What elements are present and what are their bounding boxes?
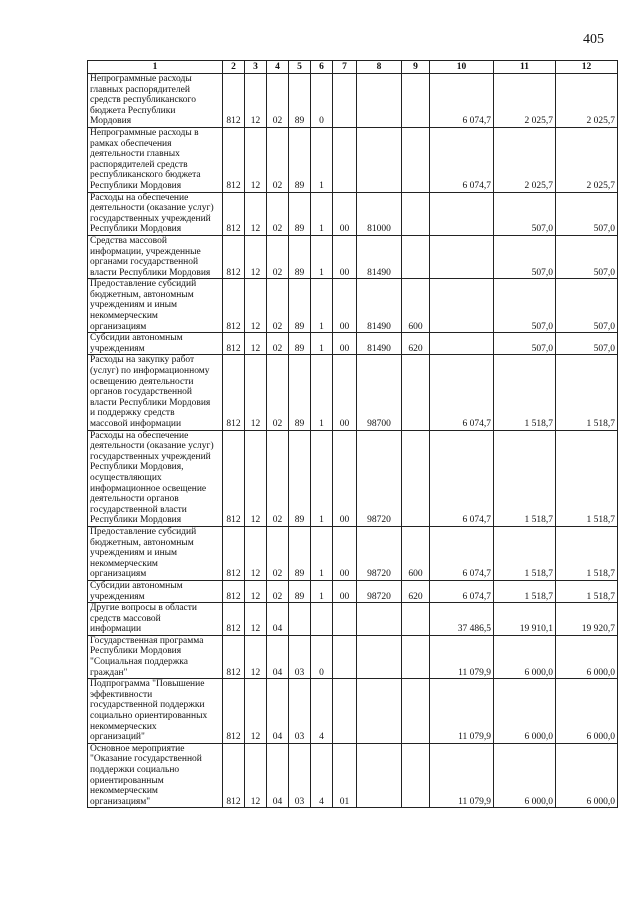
row-description — [88, 279, 223, 333]
amount-year3-cell: 6 000,0 — [556, 679, 618, 744]
subsection-code-cell: 02 — [267, 127, 289, 192]
section-code-cell: 12 — [245, 430, 267, 526]
event-code-cell: 00 — [333, 580, 357, 602]
program-code-cell: 89 — [289, 580, 311, 602]
expense-type-code-cell — [402, 635, 430, 678]
description-line: Предоставление субсидий — [90, 279, 197, 290]
subprogram-code-cell: 4 — [311, 743, 333, 808]
chapter-code-cell: 812 — [223, 743, 245, 808]
description-line: организациям — [90, 321, 147, 332]
direction-code-cell — [357, 635, 402, 678]
description-line: Республики Мордовия — [90, 224, 182, 235]
section-code-cell: 12 — [245, 355, 267, 430]
chapter-code-cell: 812 — [223, 235, 245, 278]
expense-type-code-cell — [402, 235, 430, 278]
description-line: средств массовой — [90, 613, 161, 624]
description-line: Субсидии автономным — [90, 333, 183, 344]
amount-year3-cell: 1 518,7 — [556, 580, 618, 602]
row-description — [88, 526, 223, 580]
amount-year1-cell: 11 079,9 — [430, 635, 494, 678]
direction-code-cell — [357, 127, 402, 192]
section-code-cell: 12 — [245, 74, 267, 128]
amount-year3-cell: 2 025,7 — [556, 74, 618, 128]
subsection-code-cell: 04 — [267, 679, 289, 744]
description-line: эффективности — [90, 689, 153, 700]
description-line: органами государственной — [90, 257, 199, 268]
budget-table — [87, 60, 618, 808]
table-row — [88, 279, 618, 333]
direction-code-cell: 81000 — [357, 192, 402, 235]
table-header-row — [88, 61, 618, 74]
program-code-cell: 89 — [289, 74, 311, 128]
program-code-cell: 89 — [289, 430, 311, 526]
amount-year3-cell: 2 025,7 — [556, 127, 618, 192]
description-line: организациям — [90, 569, 147, 580]
description-line: учреждениям и иным — [90, 548, 178, 559]
section-code-cell: 12 — [245, 279, 267, 333]
description-line: главных распорядителей — [90, 84, 190, 95]
subprogram-code-cell: 0 — [311, 74, 333, 128]
expense-type-code-cell — [402, 743, 430, 808]
amount-year2-cell: 507,0 — [494, 333, 556, 355]
description-line: граждан" — [90, 667, 128, 678]
subprogram-code-cell: 1 — [311, 430, 333, 526]
amount-year1-cell — [430, 333, 494, 355]
subprogram-code-cell: 4 — [311, 679, 333, 744]
description-line: государственной власти — [90, 504, 187, 515]
column-header: 9 — [402, 61, 430, 74]
amount-year2-cell: 507,0 — [494, 235, 556, 278]
amount-year3-cell: 507,0 — [556, 192, 618, 235]
subsection-code-cell: 02 — [267, 74, 289, 128]
expense-type-code-cell: 620 — [402, 580, 430, 602]
description-line: учреждениям и иным — [90, 300, 178, 311]
amount-year1-cell: 6 074,7 — [430, 580, 494, 602]
program-code-cell: 89 — [289, 355, 311, 430]
amount-year2-cell: 1 518,7 — [494, 580, 556, 602]
column-header: 3 — [245, 61, 267, 74]
description-line: информационное освещение — [90, 483, 207, 494]
program-code-cell: 89 — [289, 526, 311, 580]
event-code-cell: 01 — [333, 743, 357, 808]
description-line: государственных учреждений — [90, 451, 211, 462]
subprogram-code-cell: 1 — [311, 333, 333, 355]
table-row — [88, 603, 618, 636]
direction-code-cell: 98700 — [357, 355, 402, 430]
section-code-cell: 12 — [245, 333, 267, 355]
description-line: республиканского бюджета — [90, 170, 201, 181]
expense-type-code-cell — [402, 192, 430, 235]
description-line: государственной поддержки — [90, 700, 205, 711]
description-line: Расходы на закупку работ — [90, 355, 195, 366]
amount-year3-cell: 507,0 — [556, 279, 618, 333]
chapter-code-cell: 812 — [223, 192, 245, 235]
section-code-cell: 12 — [245, 526, 267, 580]
direction-code-cell: 98720 — [357, 580, 402, 602]
description-line: Республики Мордовия — [90, 180, 182, 191]
table-row — [88, 333, 618, 355]
amount-year2-cell: 507,0 — [494, 279, 556, 333]
program-code-cell — [289, 603, 311, 636]
amount-year1-cell — [430, 192, 494, 235]
row-description — [88, 635, 223, 678]
event-code-cell: 00 — [333, 355, 357, 430]
expense-type-code-cell — [402, 355, 430, 430]
subprogram-code-cell: 1 — [311, 192, 333, 235]
subsection-code-cell: 02 — [267, 279, 289, 333]
table-row — [88, 192, 618, 235]
program-code-cell: 89 — [289, 279, 311, 333]
table-row — [88, 235, 618, 278]
section-code-cell: 12 — [245, 603, 267, 636]
direction-code-cell: 81490 — [357, 279, 402, 333]
description-line: "Социальная поддержка — [90, 657, 188, 668]
description-line: Субсидии автономным — [90, 580, 183, 591]
amount-year1-cell: 11 079,9 — [430, 743, 494, 808]
row-description — [88, 192, 223, 235]
amount-year1-cell: 6 074,7 — [430, 74, 494, 128]
subsection-code-cell: 02 — [267, 430, 289, 526]
amount-year1-cell: 6 074,7 — [430, 430, 494, 526]
subprogram-code-cell: 1 — [311, 127, 333, 192]
description-line: осуществляющих — [90, 472, 162, 483]
table-row — [88, 74, 618, 128]
event-code-cell: 00 — [333, 526, 357, 580]
table-row — [88, 127, 618, 192]
amount-year3-cell: 507,0 — [556, 235, 618, 278]
chapter-code-cell: 812 — [223, 603, 245, 636]
description-line: распорядителей средств — [90, 159, 188, 170]
section-code-cell: 12 — [245, 743, 267, 808]
chapter-code-cell: 812 — [223, 355, 245, 430]
amount-year3-cell: 1 518,7 — [556, 526, 618, 580]
chapter-code-cell: 812 — [223, 430, 245, 526]
row-description — [88, 74, 223, 128]
row-description — [88, 333, 223, 355]
description-line: Средства массовой — [90, 235, 167, 246]
expense-type-code-cell: 620 — [402, 333, 430, 355]
subsection-code-cell: 02 — [267, 355, 289, 430]
description-line: некоммерческим — [90, 558, 158, 569]
chapter-code-cell: 812 — [223, 580, 245, 602]
subsection-code-cell: 04 — [267, 635, 289, 678]
amount-year2-cell: 507,0 — [494, 192, 556, 235]
description-line: власти Республики Мордовия — [90, 397, 211, 408]
amount-year1-cell: 6 074,7 — [430, 526, 494, 580]
amount-year2-cell: 2 025,7 — [494, 74, 556, 128]
subprogram-code-cell: 0 — [311, 635, 333, 678]
program-code-cell: 03 — [289, 743, 311, 808]
description-line: Расходы на обеспечение — [90, 430, 189, 441]
expense-type-code-cell: 600 — [402, 526, 430, 580]
subsection-code-cell: 02 — [267, 526, 289, 580]
direction-code-cell: 81490 — [357, 235, 402, 278]
description-line: учреждениям — [90, 343, 145, 354]
amount-year2-cell: 2 025,7 — [494, 127, 556, 192]
description-line: Другие вопросы в области — [90, 603, 198, 614]
description-line: деятельности главных — [90, 149, 180, 160]
amount-year3-cell: 1 518,7 — [556, 430, 618, 526]
table-row — [88, 430, 618, 526]
column-header: 2 — [223, 61, 245, 74]
expense-type-code-cell — [402, 603, 430, 636]
chapter-code-cell: 812 — [223, 679, 245, 744]
direction-code-cell — [357, 74, 402, 128]
event-code-cell — [333, 603, 357, 636]
table-row — [88, 526, 618, 580]
description-line: (услуг) по информационному — [90, 366, 210, 377]
description-line: и поддержку средств — [90, 408, 175, 419]
column-header: 4 — [267, 61, 289, 74]
direction-code-cell: 98720 — [357, 526, 402, 580]
program-code-cell: 89 — [289, 333, 311, 355]
description-line: бюджета Республики — [90, 105, 176, 116]
table-row — [88, 355, 618, 430]
description-line: деятельности (оказание услуг) — [90, 441, 214, 452]
section-code-cell: 12 — [245, 127, 267, 192]
amount-year2-cell: 6 000,0 — [494, 635, 556, 678]
column-header: 10 — [430, 61, 494, 74]
row-description — [88, 355, 223, 430]
amount-year2-cell: 19 910,1 — [494, 603, 556, 636]
subprogram-code-cell: 1 — [311, 279, 333, 333]
section-code-cell: 12 — [245, 635, 267, 678]
description-line: некоммерческим — [90, 311, 158, 322]
description-line: информации — [90, 624, 142, 635]
description-line: учреждениям — [90, 591, 145, 602]
description-line: Государственная программа — [90, 635, 204, 646]
subsection-code-cell: 04 — [267, 603, 289, 636]
subprogram-code-cell: 1 — [311, 355, 333, 430]
amount-year3-cell: 507,0 — [556, 333, 618, 355]
direction-code-cell — [357, 679, 402, 744]
description-line: рамках обеспечения — [90, 138, 172, 149]
amount-year2-cell: 1 518,7 — [494, 430, 556, 526]
row-description — [88, 603, 223, 636]
subsection-code-cell: 04 — [267, 743, 289, 808]
column-header: 1 — [88, 61, 223, 74]
column-header: 12 — [556, 61, 618, 74]
event-code-cell: 00 — [333, 430, 357, 526]
program-code-cell: 89 — [289, 192, 311, 235]
description-line: органов государственной — [90, 387, 193, 398]
description-line: массовой информации — [90, 419, 182, 429]
table-row — [88, 635, 618, 678]
expense-type-code-cell — [402, 430, 430, 526]
column-header: 8 — [357, 61, 402, 74]
amount-year1-cell: 6 074,7 — [430, 355, 494, 430]
description-line: информации, учрежденные — [90, 246, 201, 257]
description-line: Непрограммные расходы в — [90, 127, 199, 138]
description-line: Расходы на обеспечение — [90, 192, 189, 203]
description-line: Мордовия — [90, 116, 132, 127]
row-description — [88, 127, 223, 192]
program-code-cell: 89 — [289, 235, 311, 278]
table-row — [88, 679, 618, 744]
event-code-cell: 00 — [333, 279, 357, 333]
amount-year2-cell: 1 518,7 — [494, 355, 556, 430]
program-code-cell: 03 — [289, 635, 311, 678]
amount-year1-cell — [430, 235, 494, 278]
subsection-code-cell: 02 — [267, 333, 289, 355]
description-line: средств республиканского — [90, 95, 196, 106]
expense-type-code-cell — [402, 679, 430, 744]
expense-type-code-cell — [402, 74, 430, 128]
event-code-cell: 00 — [333, 192, 357, 235]
chapter-code-cell: 812 — [223, 74, 245, 128]
direction-code-cell: 98720 — [357, 430, 402, 526]
description-line: организаций" — [90, 732, 145, 743]
chapter-code-cell: 812 — [223, 127, 245, 192]
section-code-cell: 12 — [245, 235, 267, 278]
description-line: Республики Мордовия — [90, 515, 182, 526]
expense-type-code-cell — [402, 127, 430, 192]
direction-code-cell — [357, 743, 402, 808]
section-code-cell: 12 — [245, 192, 267, 235]
description-line: "Оказание государственной — [90, 754, 202, 765]
event-code-cell: 00 — [333, 235, 357, 278]
table-row — [88, 743, 618, 808]
subprogram-code-cell: 1 — [311, 526, 333, 580]
description-line: ориентированным — [90, 775, 164, 786]
description-line: деятельности (оказание услуг) — [90, 203, 214, 214]
description-line: поддержки социально — [90, 765, 180, 775]
amount-year3-cell: 19 920,7 — [556, 603, 618, 636]
description-line: власти Республики Мордовия — [90, 267, 211, 278]
subsection-code-cell: 02 — [267, 192, 289, 235]
description-line: некоммерческих — [90, 721, 157, 732]
row-description — [88, 580, 223, 602]
row-description — [88, 743, 223, 808]
description-line: некоммерческим — [90, 786, 158, 797]
amount-year1-cell — [430, 279, 494, 333]
description-line: социально ориентированных — [90, 711, 208, 722]
subprogram-code-cell: 1 — [311, 235, 333, 278]
column-header: 7 — [333, 61, 357, 74]
description-line: организациям" — [90, 796, 151, 807]
page-number: 405 — [583, 32, 604, 47]
amount-year1-cell: 37 486,5 — [430, 603, 494, 636]
program-code-cell: 03 — [289, 679, 311, 744]
chapter-code-cell: 812 — [223, 279, 245, 333]
description-line: деятельности органов — [90, 494, 179, 505]
description-line: Подпрограмма "Повышение — [90, 679, 205, 690]
expense-type-code-cell: 600 — [402, 279, 430, 333]
section-code-cell: 12 — [245, 679, 267, 744]
amount-year2-cell: 1 518,7 — [494, 526, 556, 580]
event-code-cell — [333, 679, 357, 744]
amount-year2-cell: 6 000,0 — [494, 679, 556, 744]
description-line: освещению деятельности — [90, 376, 194, 387]
program-code-cell: 89 — [289, 127, 311, 192]
description-line: бюджетным, автономным — [90, 289, 194, 300]
amount-year3-cell: 6 000,0 — [556, 743, 618, 808]
description-line: Предоставление субсидий — [90, 526, 197, 537]
row-description — [88, 235, 223, 278]
column-header: 5 — [289, 61, 311, 74]
event-code-cell — [333, 127, 357, 192]
direction-code-cell — [357, 603, 402, 636]
table-row — [88, 580, 618, 602]
row-description — [88, 679, 223, 744]
amount-year2-cell: 6 000,0 — [494, 743, 556, 808]
description-line: Основное мероприятие — [90, 743, 185, 754]
description-line: бюджетным, автономным — [90, 537, 194, 548]
chapter-code-cell: 812 — [223, 635, 245, 678]
description-line: государственных учреждений — [90, 213, 211, 224]
subsection-code-cell: 02 — [267, 580, 289, 602]
subprogram-code-cell — [311, 603, 333, 636]
event-code-cell — [333, 74, 357, 128]
column-header: 6 — [311, 61, 333, 74]
description-line: Непрограммные расходы — [90, 74, 192, 84]
amount-year3-cell: 1 518,7 — [556, 355, 618, 430]
event-code-cell — [333, 635, 357, 678]
row-description — [88, 430, 223, 526]
description-line: Республики Мордовия — [90, 646, 182, 657]
amount-year1-cell: 11 079,9 — [430, 679, 494, 744]
description-line: Республики Мордовия, — [90, 462, 184, 473]
amount-year1-cell: 6 074,7 — [430, 127, 494, 192]
column-header: 11 — [494, 61, 556, 74]
chapter-code-cell: 812 — [223, 333, 245, 355]
chapter-code-cell: 812 — [223, 526, 245, 580]
direction-code-cell: 81490 — [357, 333, 402, 355]
subsection-code-cell: 02 — [267, 235, 289, 278]
table-body — [88, 74, 618, 808]
amount-year3-cell: 6 000,0 — [556, 635, 618, 678]
section-code-cell: 12 — [245, 580, 267, 602]
event-code-cell: 00 — [333, 333, 357, 355]
subprogram-code-cell: 1 — [311, 580, 333, 602]
